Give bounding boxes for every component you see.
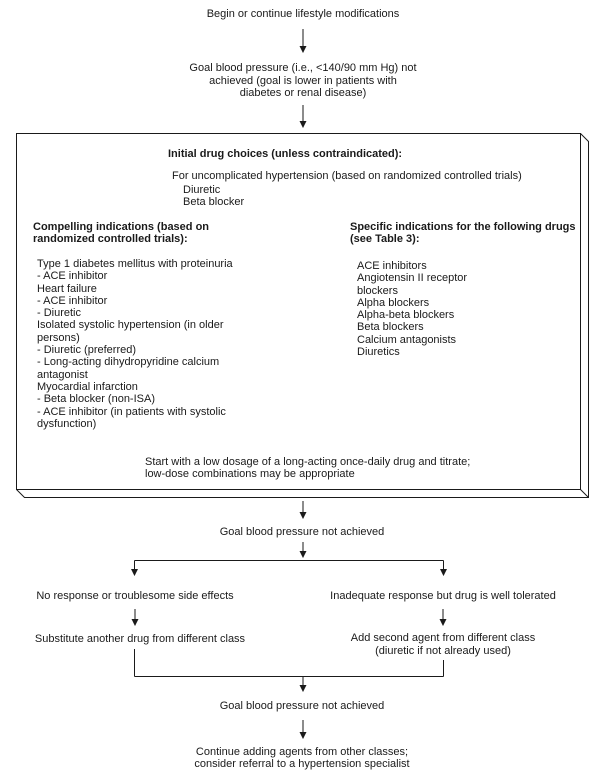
box-uncomplicated-intro: For uncomplicated hypertension (based on randomized controlled trials) — [172, 170, 522, 182]
text-line: persons) — [37, 331, 80, 344]
drug-class-item: Diuretics — [357, 346, 400, 359]
drug-class-item: Angiotensin II receptor — [357, 272, 468, 285]
goal-not-achieved-after-branches: Goal blood pressure not achieved — [219, 700, 385, 712]
branch-right-action — [303, 632, 583, 657]
drug-class-item: blockers — [357, 284, 398, 297]
text-line: - Diuretic (preferred) — [37, 344, 137, 357]
drug-class-item: Alpha blockers — [357, 296, 430, 309]
text-line: Specific indications for the following drugs — [350, 221, 576, 233]
branch-left-condition: No response or troublesome side effects — [36, 590, 234, 602]
branch-right-condition: Inadequate response but drug is well tolerated — [330, 590, 556, 602]
text-line: Type 1 diabetes mellitus with proteinuria — [37, 258, 233, 270]
text-line: randomized controlled trials): — [33, 233, 188, 246]
box-uncomplicated-drugs — [183, 184, 244, 209]
specific-indications-items — [357, 260, 467, 358]
drug-item: Beta blocker — [183, 196, 245, 209]
goal-not-achieved-after-box: Goal blood pressure not achieved — [219, 526, 385, 538]
step-lifestyle: Begin or continue lifestyle modifications — [206, 8, 400, 20]
drug-class-item: Beta blockers — [357, 321, 424, 334]
box-footer-note — [145, 456, 470, 481]
drug-item: Diuretic — [183, 184, 221, 196]
text-line: - Beta blocker (non-ISA) — [37, 393, 155, 406]
text-line: - ACE inhibitor — [37, 294, 108, 307]
branch-left-action: Substitute another drug from different class — [34, 633, 246, 645]
text-line: Myocardial infarction — [37, 380, 138, 393]
text-line: consider referral to a hypertension specialist — [194, 758, 410, 771]
drug-class-item: Calcium antagonists — [357, 333, 457, 346]
text-line: - ACE inhibitor (in patients with systolic — [37, 405, 226, 418]
text-line: Heart failure — [37, 282, 97, 295]
text-line: Goal blood pressure (i.e., <140/90 mm Hg) not — [189, 62, 417, 74]
compelling-indications-items — [37, 258, 233, 430]
text-line: (see Table 3): — [350, 233, 420, 246]
drug-class-item: Alpha-beta blockers — [357, 309, 455, 322]
compelling-indications-heading — [33, 221, 209, 246]
text-line: achieved (goal is lower in patients with — [209, 74, 397, 87]
text-line: Isolated systolic hypertension (in older — [37, 319, 224, 332]
final-step — [142, 746, 462, 771]
text-line: (diuretic if not already used) — [375, 644, 511, 657]
text-line: Start with a low dosage of a long-acting once-daily drug and titrate; — [145, 456, 471, 468]
text-line: - Diuretic — [37, 307, 82, 320]
text-line: dysfunction) — [37, 417, 97, 430]
step-goal-bp-not-achieved-intro — [143, 62, 463, 100]
text-line: - ACE inhibitor — [37, 270, 108, 283]
drug-class-item: ACE inhibitors — [357, 260, 427, 272]
text-line: Compelling indications (based on — [33, 221, 210, 233]
specific-indications-heading — [350, 221, 576, 246]
text-line: Continue adding agents from other classes; — [195, 746, 409, 758]
text-line: antagonist — [37, 368, 88, 381]
box-title: Initial drug choices (unless contraindicated): — [168, 148, 403, 160]
text-line: - Long-acting dihydropyridine calcium — [37, 356, 220, 369]
text-line: Add second agent from different class — [350, 632, 536, 644]
text-line: low-dose combinations may be appropriate — [145, 468, 355, 481]
text-line: diabetes or renal disease) — [239, 87, 367, 100]
